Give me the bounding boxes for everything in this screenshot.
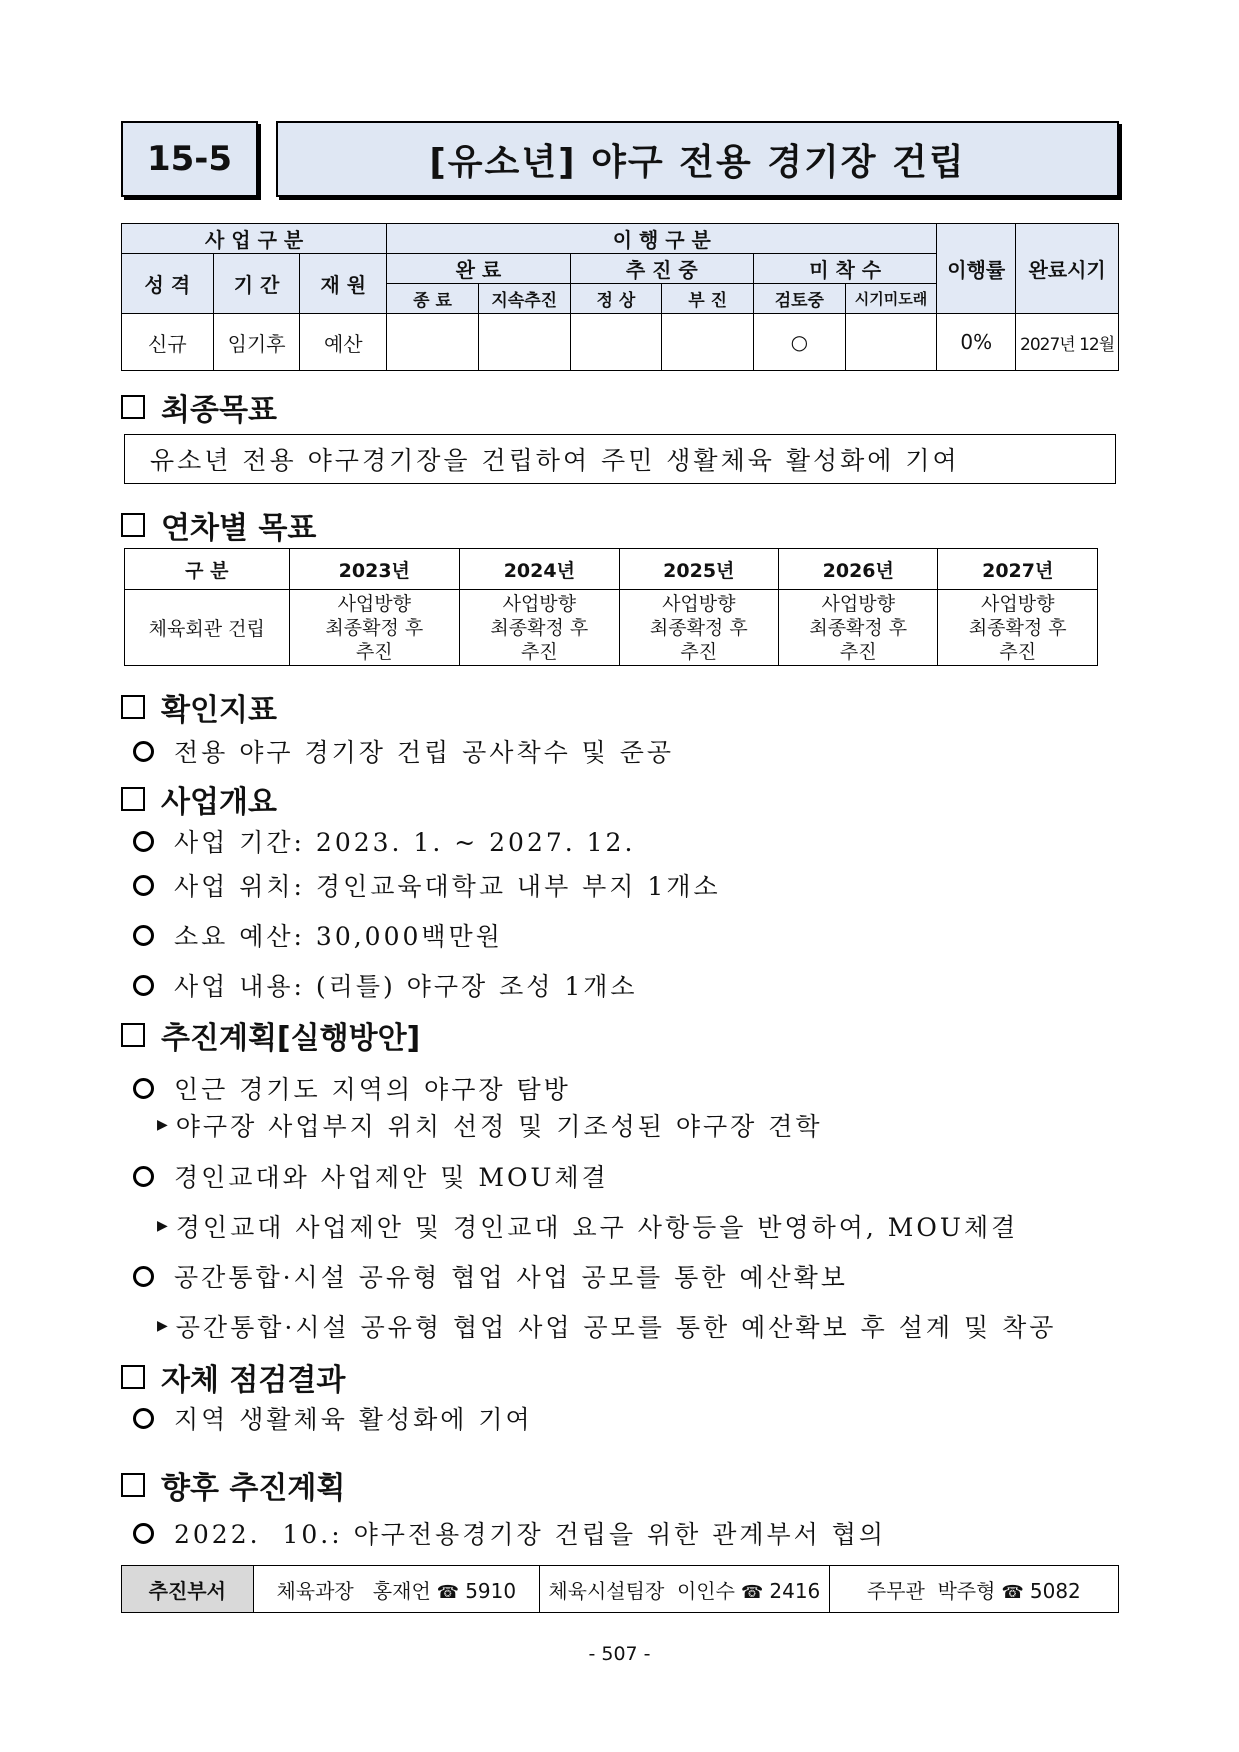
slow-header: 부 진 [662, 284, 754, 314]
yearly-col-label: 구 분 [125, 549, 290, 590]
checkbox-square-icon [121, 513, 145, 537]
page-number: - 507 - [588, 1643, 651, 1665]
department-contact: 체육시설팀장 이인수 ☎ 2416 [540, 1566, 830, 1613]
year-2023: 2023년 [289, 549, 460, 590]
fund-value: 예산 [300, 314, 387, 371]
list-item: 인근 경기도 지역의 야구장 탐방 [133, 1070, 571, 1106]
plan-heading: 추진계획[실행방안] [121, 1013, 420, 1057]
section-number: 15-5 [121, 121, 258, 197]
sub-list-item: ▶ 경인교대 사업제안 및 경인교대 요구 사항등을 반영하여, MOU체결 [157, 1213, 1019, 1242]
yearly-goal-table [124, 548, 1098, 666]
continue-value [478, 314, 570, 371]
indicator-heading: 확인지표 [121, 685, 277, 729]
year-2026: 2026년 [779, 549, 938, 590]
list-item: 사업 위치: 경인교육대학교 내부 부지 1개소 [133, 867, 721, 903]
list-item: 사업 기간: 2023. 1. ~ 2027. 12. [133, 823, 635, 859]
list-item: 공간통합·시설 공유형 협업 사업 공모를 통한 예산확보 [133, 1258, 848, 1294]
yearly-cell: 사업방향 최종확정 후 추진 [460, 590, 619, 666]
slow-value [662, 314, 754, 371]
final-goal-heading: 최종목표 [121, 385, 277, 429]
notstarted-group-header: 미 착 수 [753, 254, 936, 284]
circle-bullet-icon [133, 1078, 154, 1099]
notyet-header: 시기미도래 [845, 284, 937, 314]
telephone-icon: ☎ [740, 1581, 764, 1603]
department-label: 추진부서 [122, 1566, 254, 1613]
circle-bullet-icon [133, 925, 154, 946]
page-title: [유소년] 야구 전용 경기장 건립 [276, 121, 1119, 197]
fund-header: 재 원 [300, 254, 387, 314]
list-item: 지역 생활체육 활성화에 기여 [133, 1400, 533, 1436]
year-2024: 2024년 [460, 549, 619, 590]
checkbox-square-icon [121, 395, 145, 419]
yearly-cell: 사업방향 최종확정 후 추진 [938, 590, 1098, 666]
list-item: 2022. 10.: 야구전용경기장 건립을 위한 관계부서 협의 [133, 1515, 886, 1551]
checkbox-square-icon [121, 695, 145, 719]
continue-header: 지속추진 [478, 284, 570, 314]
circle-bullet-icon [133, 975, 154, 996]
telephone-icon: ☎ [1001, 1581, 1024, 1603]
year-2027: 2027년 [938, 549, 1098, 590]
department-table [121, 1565, 1119, 1613]
normal-value [570, 314, 662, 371]
complete-group-header: 완 료 [387, 254, 570, 284]
list-item: 소요 예산: 30,000백만원 [133, 917, 503, 953]
year-2025: 2025년 [619, 549, 778, 590]
checkbox-square-icon [121, 787, 145, 811]
circle-bullet-icon [133, 741, 154, 762]
nature-header: 성 격 [122, 254, 214, 314]
list-item: 전용 야구 경기장 건립 공사착수 및 준공 [133, 733, 674, 769]
triangle-bullet-icon: ▶ [157, 1318, 168, 1334]
nature-value: 신규 [122, 314, 214, 371]
circle-bullet-icon [133, 1408, 154, 1429]
telephone-icon: ☎ [436, 1581, 460, 1603]
status-table [121, 223, 1119, 371]
rate-header: 이행률 [937, 224, 1016, 314]
list-item: 경인교대와 사업제안 및 MOU체결 [133, 1158, 609, 1194]
sub-list-item: ▶ 공간통합·시설 공유형 협업 사업 공모를 통한 예산확보 후 설계 및 착공 [157, 1313, 1057, 1342]
completion-time-header: 완료시기 [1016, 224, 1119, 314]
triangle-bullet-icon: ▶ [157, 1218, 168, 1234]
checkbox-square-icon [121, 1365, 145, 1389]
completion-time-value: 2027년 12월 [1016, 314, 1119, 371]
department-contact: 체육과장 홍재언 ☎ 5910 [253, 1566, 539, 1613]
sub-list-item: ▶ 야구장 사업부지 위치 선정 및 기조성된 야구장 견학 [157, 1112, 823, 1141]
triangle-bullet-icon: ▶ [157, 1117, 168, 1133]
overview-heading: 사업개요 [121, 777, 277, 821]
checkbox-square-icon [121, 1473, 145, 1497]
department-contact: 주무관 박주형 ☎ 5082 [829, 1566, 1118, 1613]
self-check-heading: 자체 점검결과 [121, 1355, 345, 1399]
list-item: 사업 내용: (리틀) 야구장 조성 1개소 [133, 967, 638, 1003]
final-goal-box: 유소년 전용 야구경기장을 건립하여 주민 생활체육 활성화에 기여 [124, 434, 1116, 484]
yearly-cell: 사업방향 최종확정 후 추진 [779, 590, 938, 666]
future-plan-heading: 향후 추진계획 [121, 1463, 345, 1507]
normal-header: 정 상 [570, 284, 662, 314]
yearly-goal-heading: 연차별 목표 [121, 503, 316, 547]
review-header: 검토중 [753, 284, 845, 314]
rate-value: 0% [937, 314, 1016, 371]
circle-bullet-icon [133, 875, 154, 896]
period-value: 임기후 [213, 314, 300, 371]
yearly-cell: 사업방향 최종확정 후 추진 [289, 590, 460, 666]
circle-bullet-icon [133, 1523, 154, 1544]
progress-category-header: 이 행 구 분 [387, 224, 937, 254]
checkbox-square-icon [121, 1023, 145, 1047]
notyet-value [845, 314, 937, 371]
ongoing-group-header: 추 진 중 [570, 254, 753, 284]
end-value [387, 314, 479, 371]
period-header: 기 간 [213, 254, 300, 314]
yearly-row-label: 체육회관 건립 [125, 590, 290, 666]
circle-bullet-icon [133, 831, 154, 852]
end-header: 종 료 [387, 284, 479, 314]
circle-bullet-icon [133, 1166, 154, 1187]
yearly-cell: 사업방향 최종확정 후 추진 [619, 590, 778, 666]
circle-bullet-icon [133, 1266, 154, 1287]
business-category-header: 사 업 구 분 [122, 224, 387, 254]
review-value: ○ [753, 314, 845, 371]
